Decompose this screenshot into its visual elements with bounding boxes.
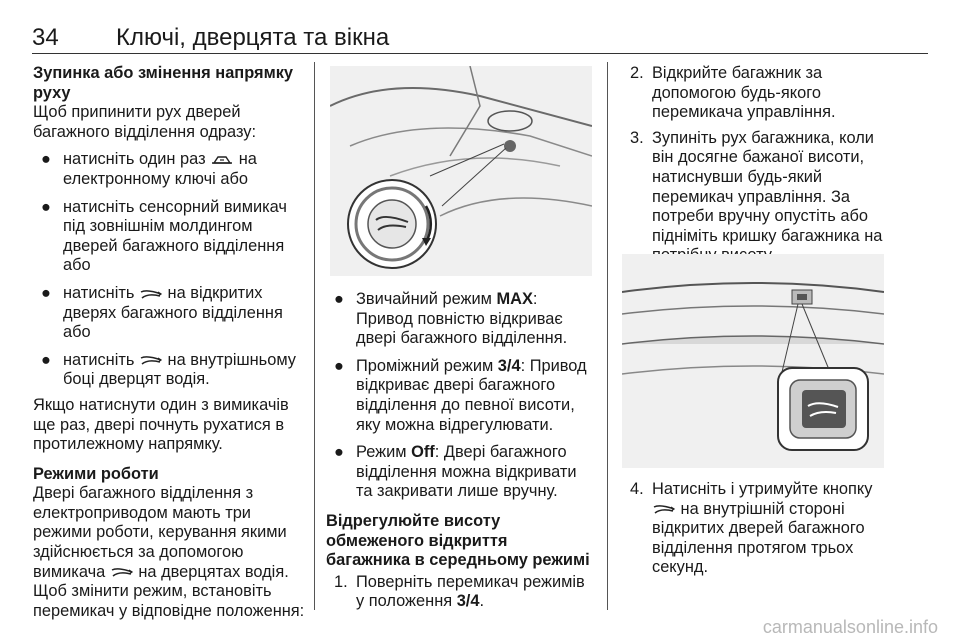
tailgate-icon xyxy=(139,288,163,300)
page-title: Ключі, дверцята та вікна xyxy=(116,24,390,51)
bullet-dot: ● xyxy=(334,443,344,462)
key-fob-trunk-icon xyxy=(210,154,234,166)
column-right-lower xyxy=(622,480,892,578)
column-middle xyxy=(326,290,594,612)
list-item: 2. Відкрийте багажник за допомогою будь-якого перемикача управління. xyxy=(630,64,836,122)
column-divider-left xyxy=(314,62,315,610)
list-item: ● натисніть на відкритих дверях багажного відділення або xyxy=(41,283,283,342)
list-item: ● Режим Off: Двері багажного відділення можна відкривати та закривати лише вручну. xyxy=(334,443,577,501)
modes-text: Двері багажного відділення з електроприводом мають три режими роботи, керування якими здійснюється за допомогою вимикача на дверцятах водія. Щоб змінити режим, встановіть перемикач у відповідне положення: xyxy=(33,484,305,620)
column-left xyxy=(33,64,308,621)
tailgate-icon xyxy=(652,503,676,515)
watermark: carmanualsonline.info xyxy=(762,617,938,637)
list-item: ● Проміжний режим 3/4: Привод відкриває двері багажного відділення до певної висоти, яку можна відрегулювати. xyxy=(334,356,587,434)
bullet-dot: ● xyxy=(41,350,51,369)
list-item: ● натисніть один раз на електронному ключі або xyxy=(41,150,257,188)
column-right xyxy=(622,64,892,266)
bullet-dot: ● xyxy=(334,356,344,375)
section-heading-modes: Режими роботи xyxy=(33,464,159,483)
reverse-note: Якщо натиснути один з вимикачів ще раз, двері почнуть рухатися в протилежному напрямку. xyxy=(33,395,289,454)
bullet-dot: ● xyxy=(334,290,344,308)
bullet-dot: ● xyxy=(41,283,51,302)
driver-door-switch-illustration xyxy=(330,66,592,276)
intro-text: Щоб припинити рух дверей багажного відділення одразу: xyxy=(33,103,257,141)
page-header xyxy=(32,24,928,54)
tailgate-button-illustration xyxy=(622,254,884,468)
list-item: 4. Натисніть і утримуйте кнопку на внутрішній стороні відкритих дверей багажного відділення протягом трьох секунд. xyxy=(630,480,873,577)
list-item: 3. Зупиніть рух багажника, коли він досягне бажаної висоти, натиснувши будь-який перемикач управління. За потреби вручну опустіть або підніміть кришку багажника на xyxy=(630,128,883,245)
list-item: 1. Поверніть перемикач режимів у положення 3/4. xyxy=(334,572,585,611)
section-heading-stop: Зупинка або змінення напрямку руху xyxy=(33,64,294,102)
header-divider xyxy=(32,53,928,54)
column-divider-right xyxy=(607,62,608,610)
list-item: ● натисніть сенсорний вимикач під зовнішнім молдингом дверей багажного відділення або xyxy=(41,197,287,275)
section-heading-height: Відрегулюйте висоту обмеженого відкриття багажника в середньому режимі xyxy=(326,511,590,570)
tailgate-icon xyxy=(139,354,163,366)
tailgate-icon xyxy=(110,566,134,578)
list-item: ● Звичайний режим MAX: Привод повністю відкриває двері багажного відділення. xyxy=(334,290,568,348)
bullet-dot: ● xyxy=(41,197,51,216)
list-item: ● натисніть на внутрішньому боці дверцят водія. xyxy=(41,350,296,389)
bullet-dot: ● xyxy=(41,150,51,169)
page-number: 34 xyxy=(32,24,59,51)
